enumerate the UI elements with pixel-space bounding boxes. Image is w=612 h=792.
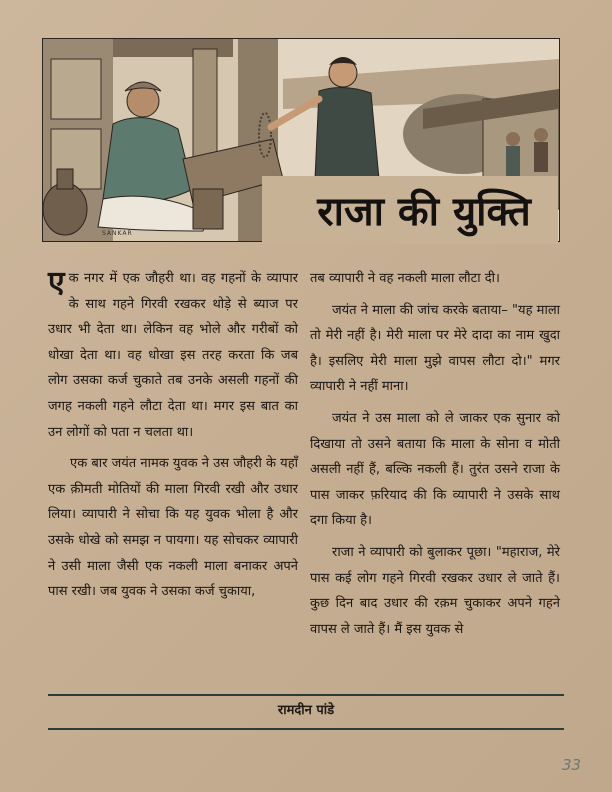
paragraph-3: तब व्यापारी ने वह नकली माला लौटा दी। bbox=[310, 271, 500, 286]
paragraph-5: जयंत ने उस माला को ले जाकर एक सुनार को दिखाया तो उसने बताया कि माला के सोना व मोती असली नहीं हैं, बल्कि नकली हैं। तुरंत उसने राजा के पास जाकर फ़रियाद की कि व्यापारी ने उसके साथ दगा किया है। bbox=[310, 410, 560, 529]
left-column bbox=[48, 266, 298, 611]
footer-rule-top bbox=[48, 694, 564, 696]
paragraph-4: जयंत ने माला की जांच करके बताया– "यह माला तो मेरी नहीं है। मेरी माला पर मेरे दादा का नाम खुदा है। इसलिए मेरी माला मुझे वापस लौटा दो।" मगर व्यापारी ने नहीं माना। bbox=[310, 302, 560, 395]
page-number: 33 bbox=[562, 756, 582, 774]
author-credit: रामदीन पांडे bbox=[277, 703, 335, 718]
paragraph-2: एक बार जयंत नामक युवक ने उस जौहरी के यहाँ एक क़ीमती मोतियों की माला गिरवी रखी और उधार लिया। व्यापारी ने सोचा कि यह युवक भोला है और उसके धोखे को समझ न पायगा। यह सोचकर व्यापारी ने उसी माला जैसी एक नकली माला बनाकर अपने पास रखी। जब युवक ने उसका कर्ज चुकाया, bbox=[48, 456, 298, 600]
footer-rule-bottom bbox=[48, 728, 564, 730]
paragraph-1-text: क नगर में एक जौहरी था। वह गहनों के व्यापार के साथ गहने गिरवी रखकर थोड़े से ब्याज पर उधार भी देता था। लेकिन वह भोले और गरीबों को धोखा देता था। वह धोखा इस तरह करता कि जब लोग उसका कर्ज चुकाते तब उनके असली गहनों की जगह नकली गहने लौटा देता था। मगर इस बात का उन लोगों को पता न चलता था। bbox=[48, 271, 298, 440]
drop-cap: ए bbox=[48, 265, 65, 300]
paragraph-1 bbox=[48, 266, 298, 445]
paragraph-6: राजा ने व्यापारी को बुलाकर पूछा। "महाराज, मेरे पास कई लोग गहने गिरवी रखकर उधार ले जाते हैं। कुछ दिन बाद उधार की रक़म चुकाकर अपने गहने वापस ले जाते हैं। मैं इस युवक से bbox=[310, 544, 560, 637]
artist-signature: SANKAR bbox=[102, 230, 133, 237]
story-title: राजा की युक्ति bbox=[317, 189, 531, 235]
right-column bbox=[310, 266, 560, 648]
